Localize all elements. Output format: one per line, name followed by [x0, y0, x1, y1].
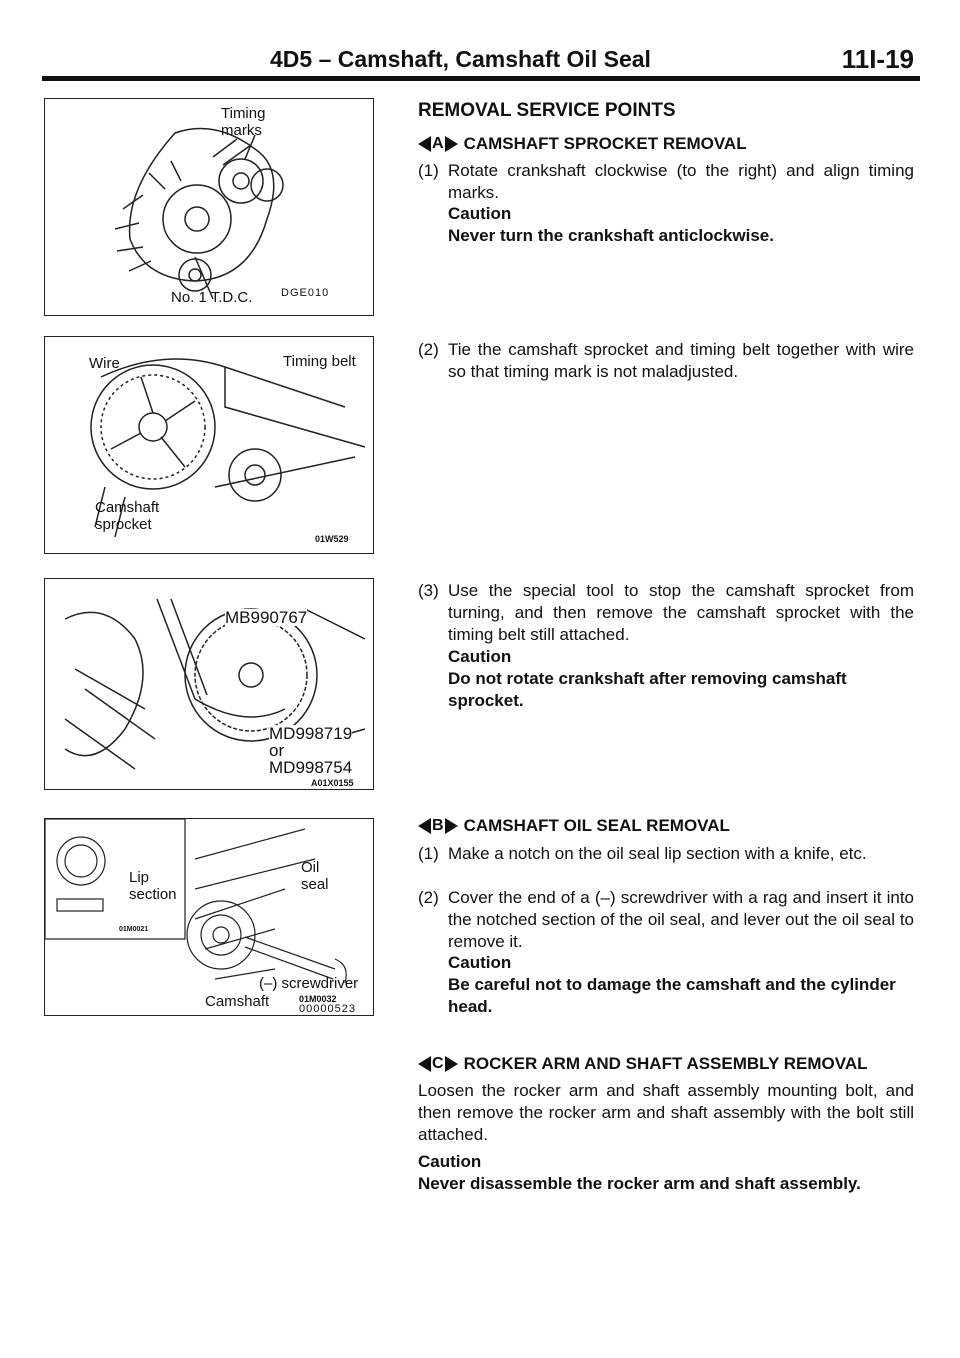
figure-special-tool — [44, 578, 374, 790]
step-number: (2) — [418, 340, 439, 359]
step-number: (1) — [418, 161, 439, 180]
label-timing-marks: Timing marks — [221, 105, 266, 139]
label-tool-md998719: MD998719 or MD998754 — [269, 724, 353, 777]
step-number: (1) — [418, 844, 439, 863]
label-wire: Wire — [89, 355, 120, 372]
section-title: REMOVAL SERVICE POINTS — [418, 100, 676, 121]
figure-code-small: 01M0021 — [119, 926, 149, 933]
caution-a3: Caution Do not rotate crankshaft after removing camshaft sprocket. — [448, 647, 847, 710]
figure-code: 01W529 — [315, 534, 349, 544]
caution-c: Caution Never disassemble the rocker arm and shaft assembly. — [418, 1152, 861, 1193]
figure-code-2: 00000523 — [299, 1003, 356, 1015]
figure-wire-timing-belt — [44, 336, 374, 554]
step-a3 — [418, 580, 914, 646]
label-no1-tdc: No. 1 T.D.C. — [171, 289, 253, 306]
marker-a: A — [418, 135, 458, 153]
step-b1 — [418, 843, 914, 865]
subsection-c-title — [418, 1054, 868, 1074]
step-number: (3) — [418, 581, 439, 600]
step-text: Tie the camshaft sprocket and timing belt together with wire so that timing mark is not maladjusted. — [448, 340, 914, 381]
subsection-a-title — [418, 134, 747, 154]
figure-oil-seal — [44, 818, 374, 1016]
label-screwdriver: (–) screwdriver — [259, 975, 359, 992]
subsection-b-title — [418, 816, 730, 836]
page-header-title: 4D5 – Camshaft, Camshaft Oil Seal — [270, 46, 651, 72]
timing-marks-illustration — [45, 99, 373, 315]
figure-timing-marks — [44, 98, 374, 316]
step-text: Cover the end of a (–) screwdriver with a rag and insert it into the notched section of the oil seal, and lever out the oil seal to remove it. — [448, 888, 914, 951]
step-a1 — [418, 160, 914, 204]
label-camshaft-sprocket: Camshaft sprocket — [95, 499, 160, 533]
marker-b: B — [418, 817, 458, 835]
subsection-b-text: CAMSHAFT OIL SEAL REMOVAL — [463, 816, 730, 835]
subsection-a-text: CAMSHAFT SPROCKET REMOVAL — [463, 134, 747, 153]
step-number: (2) — [418, 888, 439, 907]
step-text: Make a notch on the oil seal lip section with a knife, etc. — [448, 844, 867, 863]
label-timing-belt: Timing belt — [283, 353, 356, 370]
header-rule — [42, 76, 920, 81]
label-camshaft: Camshaft — [205, 993, 270, 1010]
caution-b2: Caution Be careful not to damage the camshaft and the cylinder head. — [448, 953, 896, 1016]
figure-code: A01X0155 — [311, 778, 354, 788]
label-lip-section: Lip section — [129, 869, 177, 903]
subsection-c-text: ROCKER ARM AND SHAFT ASSEMBLY REMOVAL — [463, 1054, 868, 1073]
step-b2 — [418, 887, 914, 953]
step-text: Rotate crankshaft clockwise (to the right) and align timing marks. — [448, 161, 914, 202]
figure-code: 01M0032 — [299, 994, 337, 1004]
step-text: Use the special tool to stop the camshaft sprocket from turning, and then remove the camshaft sprocket with the timing belt still attached. — [448, 581, 914, 644]
figure-code: DGE010 — [281, 287, 330, 299]
step-c-text: Loosen the rocker arm and shaft assembly mounting bolt, and then remove the rocker arm and shaft assembly with the bolt still attached. — [418, 1081, 914, 1144]
label-oil-seal: Oil seal — [301, 859, 329, 893]
step-a2 — [418, 339, 914, 383]
label-tool-mb990767: MB990767 — [225, 608, 308, 627]
caution-a1: Caution Never turn the crankshaft anticlockwise. — [448, 204, 774, 245]
marker-c: C — [418, 1055, 458, 1073]
page-number: 11I-19 — [841, 44, 914, 74]
